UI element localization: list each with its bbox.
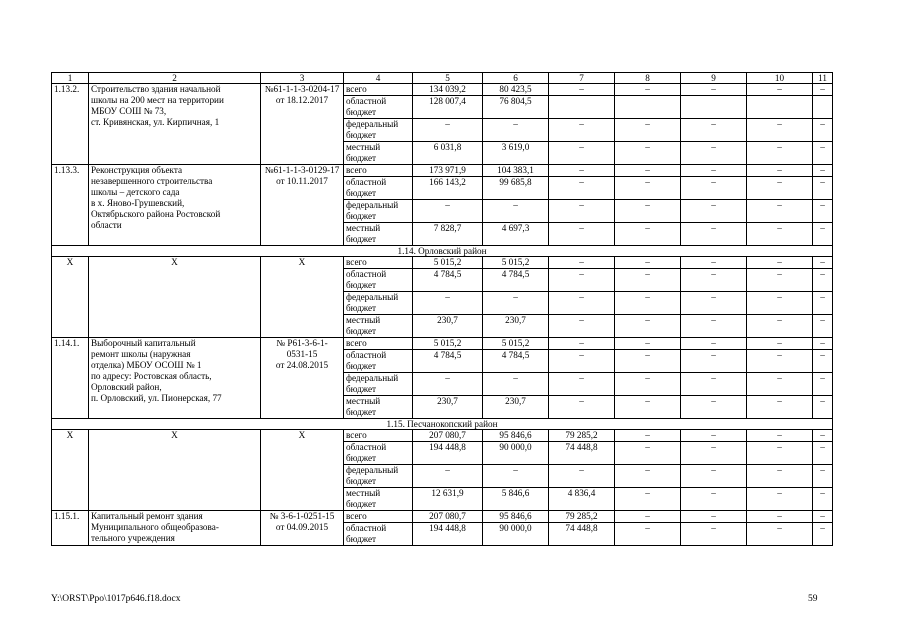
amount-cell: – [747,119,813,142]
amount-cell: 79 285,2 [549,511,615,523]
amount-cell [549,96,615,119]
amount-cell: 3 619,0 [483,142,549,165]
table-row [52,430,833,442]
amount-cell: – [549,269,615,292]
funding-source: областной бюджет [344,350,413,373]
amount-cell: – [681,315,747,338]
amount-cell: 4 784,5 [483,269,549,292]
amount-cell: 80 423,5 [483,84,549,96]
amount-cell: – [747,200,813,223]
amount-cell: – [615,292,681,315]
amount-cell: – [747,488,813,511]
amount-cell: 95 846,6 [483,511,549,523]
amount-cell: 5 015,2 [413,257,483,269]
amount-cell: – [615,442,681,465]
amount-cell: 4 697,3 [483,223,549,246]
amount-cell: – [681,523,747,546]
amount-cell: 5 015,2 [483,257,549,269]
amount-cell: – [813,338,833,350]
amount-cell: – [483,292,549,315]
column-header: 10 [747,73,813,84]
amount-cell: 90 000,0 [483,442,549,465]
column-header: 4 [344,73,413,84]
amount-cell: – [747,292,813,315]
amount-cell: – [615,84,681,96]
column-header: 9 [681,73,747,84]
amount-cell: – [483,373,549,396]
amount-cell: – [681,165,747,177]
amount-cell: – [413,119,483,142]
amount-cell: 230,7 [483,315,549,338]
row-number: 1.13.2. [52,84,89,165]
amount-cell: 166 143,2 [413,177,483,200]
amount-cell: – [813,465,833,488]
amount-cell: 230,7 [483,396,549,419]
amount-cell: – [549,315,615,338]
amount-cell: – [615,465,681,488]
amount-cell: – [813,315,833,338]
amount-cell: – [615,350,681,373]
amount-cell: – [549,350,615,373]
column-header: 6 [483,73,549,84]
amount-cell: – [681,84,747,96]
funding-source: всего [344,430,413,442]
funding-source: федеральный бюджет [344,119,413,142]
amount-cell: – [681,223,747,246]
row-number: Х [52,430,89,511]
amount-cell: – [615,165,681,177]
funding-source: местный бюджет [344,142,413,165]
funding-source: федеральный бюджет [344,200,413,223]
amount-cell: – [747,315,813,338]
amount-cell: 6 031,8 [413,142,483,165]
table-header-row [52,73,833,84]
amount-cell: – [813,200,833,223]
column-header: 5 [413,73,483,84]
document-number: Х [261,257,344,338]
budget-table [51,72,833,546]
amount-cell: – [615,430,681,442]
amount-cell: – [549,292,615,315]
amount-cell: 74 448,8 [549,442,615,465]
amount-cell: – [615,119,681,142]
table-row [52,165,833,177]
document-number: №61-1-1-3-0204-17 от 18.12.2017 [261,84,344,165]
amount-cell: – [813,511,833,523]
amount-cell: – [813,350,833,373]
amount-cell: – [615,200,681,223]
object-name: Реконструкция объекта незавершенного строительства школы – детского сада в х. Яново-Грушевский, Октябрьского района Ростовской области [89,165,261,246]
amount-cell: 104 383,1 [483,165,549,177]
amount-cell: 90 000,0 [483,523,549,546]
amount-cell: – [413,373,483,396]
amount-cell [813,96,833,119]
amount-cell: – [681,511,747,523]
amount-cell: 99 685,8 [483,177,549,200]
amount-cell: 173 971,9 [413,165,483,177]
amount-cell: – [681,430,747,442]
amount-cell: – [681,119,747,142]
amount-cell: – [549,338,615,350]
amount-cell: 79 285,2 [549,430,615,442]
footer-file-path: Y:\ORST\Ppo\1017p646.f18.docx [51,594,181,604]
amount-cell: – [747,511,813,523]
funding-source: местный бюджет [344,223,413,246]
amount-cell: – [747,465,813,488]
amount-cell: – [681,200,747,223]
amount-cell: – [615,142,681,165]
amount-cell: 128 007,4 [413,96,483,119]
amount-cell: – [615,315,681,338]
amount-cell: – [747,430,813,442]
footer-page-number: 59 [808,594,818,604]
amount-cell: – [681,465,747,488]
amount-cell: 5 015,2 [413,338,483,350]
amount-cell: – [813,396,833,419]
column-header: 3 [261,73,344,84]
amount-cell: 4 784,5 [483,350,549,373]
amount-cell: 4 784,5 [413,350,483,373]
amount-cell: – [615,396,681,419]
amount-cell: – [681,292,747,315]
funding-source: местный бюджет [344,488,413,511]
amount-cell: 12 631,9 [413,488,483,511]
amount-cell: – [615,488,681,511]
document-number: №61-1-1-3-0129-17 от 10.11.2017 [261,165,344,246]
section-title: 1.14. Орловский район [52,246,833,257]
amount-cell: – [681,269,747,292]
funding-source: областной бюджет [344,523,413,546]
amount-cell: – [549,165,615,177]
object-name: Капитальный ремонт здания Муниципального общеобразова- тельного учреждения [89,511,261,546]
amount-cell: 5 015,2 [483,338,549,350]
amount-cell: – [681,488,747,511]
object-name: Выборочный капитальный ремонт школы (наружная отделка) МБОУ ОСОШ № 1 по адресу: Ростовская область, Орловский район, п. Орловский, ул. Пионерская, 77 [89,338,261,419]
funding-source: местный бюджет [344,315,413,338]
amount-cell: – [681,396,747,419]
amount-cell: – [813,488,833,511]
amount-cell: 194 448,8 [413,442,483,465]
amount-cell: – [813,119,833,142]
amount-cell: 207 080,7 [413,430,483,442]
amount-cell: – [615,177,681,200]
amount-cell: 95 846,6 [483,430,549,442]
funding-source: всего [344,84,413,96]
funding-source: областной бюджет [344,442,413,465]
amount-cell: – [747,269,813,292]
amount-cell: 5 846,6 [483,488,549,511]
section-title-row [52,246,833,257]
amount-cell: – [813,292,833,315]
object-name: Х [89,430,261,511]
amount-cell: – [413,292,483,315]
table-row [52,511,833,523]
document-number: № Р61-3-6-1- 0531-15 от 24.08.2015 [261,338,344,419]
amount-cell: – [549,119,615,142]
funding-source: федеральный бюджет [344,292,413,315]
amount-cell: – [681,373,747,396]
amount-cell: – [813,142,833,165]
amount-cell: – [615,373,681,396]
amount-cell: – [747,165,813,177]
amount-cell: – [747,442,813,465]
funding-source: местный бюджет [344,396,413,419]
column-header: 2 [89,73,261,84]
column-header: 7 [549,73,615,84]
document-number: № 3-6-1-0251-15 от 04.09.2015 [261,511,344,546]
row-number: Х [52,257,89,338]
amount-cell: – [813,257,833,269]
funding-source: всего [344,338,413,350]
funding-source: федеральный бюджет [344,465,413,488]
amount-cell: – [549,465,615,488]
amount-cell: – [483,119,549,142]
amount-cell: – [681,442,747,465]
amount-cell: – [549,142,615,165]
amount-cell: – [813,430,833,442]
amount-cell: – [681,142,747,165]
amount-cell: – [747,350,813,373]
amount-cell: – [747,523,813,546]
amount-cell: 134 039,2 [413,84,483,96]
amount-cell: – [549,396,615,419]
amount-cell: – [813,442,833,465]
amount-cell: – [483,200,549,223]
amount-cell: 76 804,5 [483,96,549,119]
object-name: Строительство здания начальной школы на 200 мест на территории МБОУ СОШ № 73, ст. Кривянская, ул. Кирпичная, 1 [89,84,261,165]
amount-cell: – [549,200,615,223]
amount-cell: 4 784,5 [413,269,483,292]
amount-cell: – [747,142,813,165]
amount-cell: 207 080,7 [413,511,483,523]
amount-cell: – [681,338,747,350]
funding-source: всего [344,511,413,523]
table-row [52,84,833,96]
amount-cell: – [747,396,813,419]
amount-cell [681,96,747,119]
amount-cell: – [681,350,747,373]
row-number: 1.15.1. [52,511,89,546]
amount-cell: – [549,177,615,200]
funding-source: всего [344,165,413,177]
amount-cell: – [549,84,615,96]
amount-cell: – [747,177,813,200]
section-title-row [52,419,833,430]
funding-source: областной бюджет [344,96,413,119]
amount-cell: – [615,269,681,292]
amount-cell [747,96,813,119]
amount-cell: 7 828,7 [413,223,483,246]
amount-cell: 4 836,4 [549,488,615,511]
funding-source: областной бюджет [344,269,413,292]
amount-cell: – [615,338,681,350]
object-name: Х [89,257,261,338]
amount-cell: – [615,257,681,269]
amount-cell: – [483,465,549,488]
column-header: 11 [813,73,833,84]
amount-cell: – [681,177,747,200]
document-number: Х [261,430,344,511]
funding-source: всего [344,257,413,269]
column-header: 8 [615,73,681,84]
amount-cell: – [813,84,833,96]
amount-cell: – [813,177,833,200]
row-number: 1.13.3. [52,165,89,246]
funding-source: федеральный бюджет [344,373,413,396]
amount-cell: – [681,257,747,269]
amount-cell: – [747,257,813,269]
table-row [52,338,833,350]
table-row [52,257,833,269]
amount-cell: – [747,223,813,246]
amount-cell: – [813,523,833,546]
column-header: 1 [52,73,89,84]
section-title: 1.15. Песчанокопский район [52,419,833,430]
amount-cell: – [615,511,681,523]
amount-cell: – [747,84,813,96]
amount-cell: – [813,269,833,292]
amount-cell: – [813,223,833,246]
amount-cell: – [549,223,615,246]
amount-cell: 74 448,8 [549,523,615,546]
amount-cell: – [747,338,813,350]
amount-cell: – [615,223,681,246]
amount-cell: – [747,373,813,396]
amount-cell: – [549,373,615,396]
amount-cell: – [413,465,483,488]
amount-cell: 194 448,8 [413,523,483,546]
amount-cell [615,96,681,119]
amount-cell: 230,7 [413,315,483,338]
amount-cell: – [549,257,615,269]
amount-cell: – [615,523,681,546]
row-number: 1.14.1. [52,338,89,419]
amount-cell: – [813,165,833,177]
funding-source: областной бюджет [344,177,413,200]
amount-cell: 230,7 [413,396,483,419]
amount-cell: – [813,373,833,396]
amount-cell: – [413,200,483,223]
